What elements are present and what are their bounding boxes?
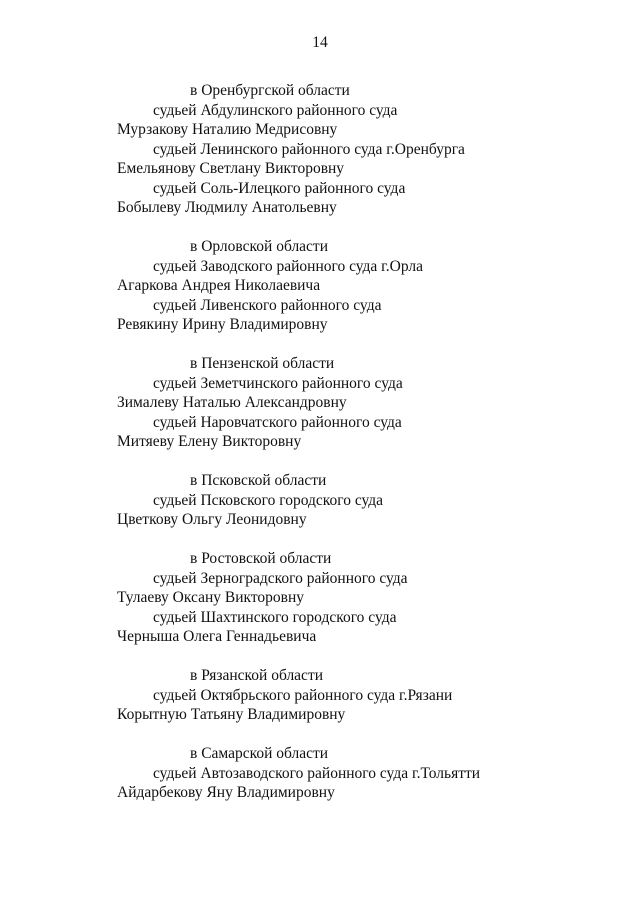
court-line: судьей Шахтинского городского суда	[153, 608, 397, 626]
region-orenburg	[117, 81, 617, 218]
judge-name: Зималеву Наталью Александровну	[117, 394, 347, 411]
region-title: в Самарской области	[190, 745, 329, 762]
court-line: судьей Абдулинского районного суда	[153, 101, 398, 119]
court-line: судьей Наровчатского районного суда	[153, 413, 402, 431]
region-title: в Оренбургской области	[190, 82, 350, 99]
judge-name: Митяеву Елену Викторовну	[117, 433, 302, 450]
region-ryazan	[117, 666, 617, 725]
judge-name: Цветкову Ольгу Леонидовну	[117, 511, 307, 528]
region-penza	[117, 354, 617, 452]
judge-name: Ревякину Ирину Владимировну	[117, 316, 328, 333]
region-title: в Рязанской области	[190, 667, 324, 684]
region-orel	[117, 237, 617, 335]
region-title: в Псковской области	[190, 472, 327, 489]
judge-name: Корытную Татьяну Владимировну	[117, 706, 346, 723]
court-line: судьей Земетчинского районного суда	[153, 374, 403, 392]
court-line: судьей Псковского городского суда	[153, 491, 384, 509]
court-line: судьей Соль-Илецкого районного суда	[153, 179, 406, 197]
region-samara	[117, 744, 617, 803]
court-line: судьей Ливенского районного суда	[153, 296, 382, 314]
judge-name: Агаркова Андрея Николаевича	[117, 277, 321, 294]
court-line: судьей Заводского районного суда г.Орла	[153, 257, 424, 275]
page-number: 14	[312, 34, 328, 51]
judge-name: Мурзакову Наталию Медрисовну	[117, 121, 338, 138]
judge-name: Бобылеву Людмилу Анатольевну	[117, 199, 337, 216]
region-rostov	[117, 549, 617, 647]
judge-name: Айдарбекову Яну Владимировну	[117, 784, 335, 801]
judge-name: Тулаеву Оксану Викторовну	[117, 589, 305, 606]
region-title: в Ростовской области	[190, 550, 332, 567]
judge-name: Емельянову Светлану Викторовну	[117, 160, 345, 177]
region-pskov	[117, 471, 617, 530]
judge-name: Черныша Олега Геннадьевича	[117, 628, 317, 645]
court-line: судьей Октябрьского районного суда г.Рязани	[153, 686, 453, 704]
region-title: в Пензенской области	[190, 355, 335, 372]
court-line: судьей Зерноградского районного суда	[153, 569, 408, 587]
court-line: судьей Ленинского районного суда г.Оренбурга	[153, 140, 465, 158]
document-body	[117, 81, 617, 822]
region-title: в Орловской области	[190, 238, 329, 255]
court-line: судьей Автозаводского районного суда г.Тольятти	[153, 764, 481, 782]
